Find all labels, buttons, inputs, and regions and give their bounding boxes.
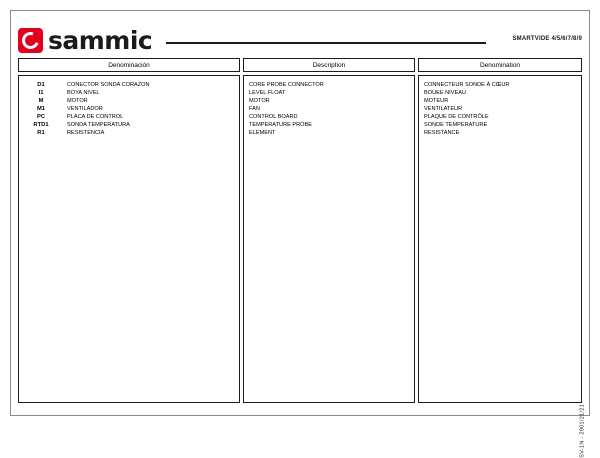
table-header-row [18, 58, 582, 72]
table-row [419, 89, 581, 97]
part-label-fr: RESISTANCE [424, 130, 460, 136]
table-row [244, 129, 414, 137]
header-divider [166, 42, 486, 44]
part-label-fr: CONNECTEUR SONDE À CŒUR [424, 82, 510, 88]
brand-name: sammic [48, 26, 153, 55]
part-label-en: LEVEL FLOAT [249, 90, 286, 96]
part-label-fr: PLAQUE DE CONTRÔLE [424, 114, 489, 120]
part-code: D1 [37, 82, 45, 88]
sammic-swirl-icon [18, 28, 43, 53]
part-label-fr: SONDE TEMPERATURE [424, 122, 488, 128]
part-label-es: SONDA TEMPERATURA [67, 122, 130, 128]
column-header-denominacion: Denominación [18, 58, 240, 72]
part-label-en: CONTROL BOARD [249, 114, 298, 120]
table-row [19, 81, 239, 89]
table-row [244, 81, 414, 89]
table-row [19, 89, 239, 97]
table-row [419, 129, 581, 137]
table-row [19, 113, 239, 121]
part-label-es: RESISTENCIA [67, 130, 105, 136]
brand-logo [18, 26, 152, 55]
part-label-en: TEMPERATURE PROBE [249, 122, 312, 128]
part-label-es: CONECTOR SONDA CORAZON [67, 82, 150, 88]
column-body-english [243, 75, 415, 403]
part-code: RTD1 [33, 122, 49, 128]
part-label-es: PLACA DE CONTROL [67, 114, 124, 120]
table-row [419, 113, 581, 121]
part-label-es: MOTOR [67, 98, 88, 104]
part-label-es: VENTILADOR [67, 106, 103, 112]
part-label-en: ELEMENT [249, 130, 276, 136]
part-code: M1 [36, 106, 46, 112]
table-row [19, 129, 239, 137]
table-row [244, 121, 414, 129]
table-row [419, 97, 581, 105]
document-reference-code: SV-1N - 2901/21/21 [580, 404, 586, 458]
column-body-french [418, 75, 582, 403]
table-row [19, 97, 239, 105]
part-label-fr: BOUEE NIVEAU [424, 90, 466, 96]
column-body-spanish [18, 75, 240, 403]
table-row [19, 121, 239, 129]
part-label-fr: VENTILATEUR [424, 106, 463, 112]
part-code: R1 [37, 130, 45, 136]
document-header [18, 26, 582, 54]
part-code: I1 [38, 90, 44, 96]
part-label-en: CORE PROBE CONNECTOR [249, 82, 324, 88]
table-row [244, 97, 414, 105]
table-row [419, 81, 581, 89]
part-label-en: MOTOR [249, 98, 270, 104]
table-row [244, 89, 414, 97]
part-label-fr: MOTEUR [424, 98, 449, 104]
column-header-denomination: Denomination [418, 58, 582, 72]
part-label-es: BOYA NIVEL [67, 90, 100, 96]
table-row [244, 105, 414, 113]
part-label-en: FAN [249, 106, 260, 112]
table-row [19, 105, 239, 113]
model-code: SMARTVIDE 4/5/6/7/8/9 [512, 36, 582, 42]
table-row [419, 105, 581, 113]
parts-table [18, 58, 582, 403]
table-row [419, 121, 581, 129]
table-row [244, 113, 414, 121]
part-code: PC [36, 114, 46, 120]
part-code: M [38, 98, 44, 104]
column-header-description: Description [243, 58, 415, 72]
table-body [18, 75, 582, 403]
